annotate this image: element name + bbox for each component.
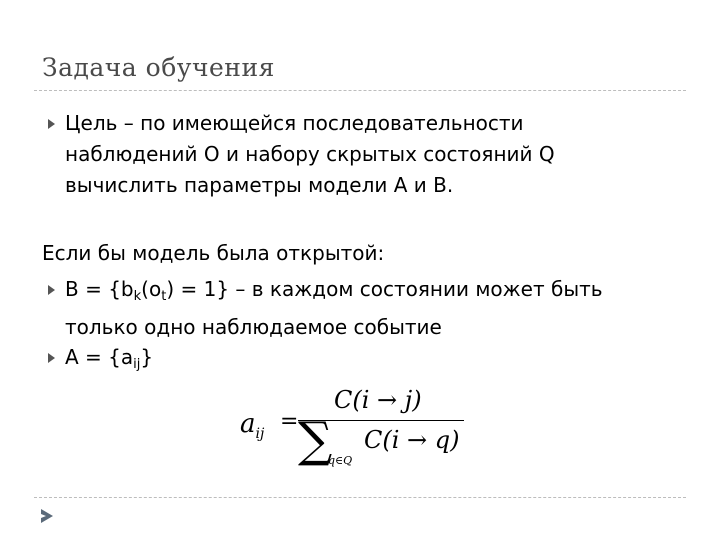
a-sub-ij: ij (133, 357, 141, 372)
b-sub-t: t (161, 289, 167, 304)
formula-equals: = (280, 409, 299, 434)
a-prefix: A = {a (65, 345, 134, 369)
goal-line-3: вычислить параметры модели A и B. (65, 173, 454, 197)
b-sub-k: k (133, 289, 142, 304)
b-item (65, 274, 603, 343)
nav-arrow-icon[interactable] (40, 508, 54, 528)
b-item-line-1 (65, 274, 603, 312)
transition-probability-formula (240, 382, 480, 472)
formula-lhs-sub: ij (255, 426, 265, 443)
goal-text (65, 108, 555, 201)
formula-numerator: C(i → j) (334, 386, 422, 414)
bullet-triangle-icon (48, 285, 55, 295)
goal-line-1: Цель – по имеющейся последовательности (65, 111, 524, 135)
bullet-triangle-icon (48, 119, 55, 129)
sum-icon: ∑ (298, 412, 333, 468)
slide-title: Задача обучения (42, 53, 275, 82)
footer-divider (34, 497, 686, 498)
a-item (65, 342, 153, 380)
formula-denominator: C(i → q) (364, 426, 460, 454)
b-prefix: B = {b (65, 277, 134, 301)
b-item-line-2: только одно наблюдаемое событие (65, 315, 442, 339)
goal-line-2: наблюдений O и набору скрытых состояний Q (65, 142, 555, 166)
bullet-triangle-icon (48, 353, 55, 363)
formula-lhs (240, 409, 264, 442)
b-open-paren: (o (141, 277, 162, 301)
b-rest: ) = 1} – в каждом состоянии может быть (166, 277, 603, 301)
nav-arrow-shape (40, 508, 54, 524)
title-divider (34, 90, 686, 91)
open-model-heading: Если бы модель была открытой: (42, 241, 385, 265)
a-suffix: } (140, 345, 154, 369)
formula-lhs-a: a (240, 409, 256, 439)
sum-subscript: q∈Q (328, 454, 353, 467)
